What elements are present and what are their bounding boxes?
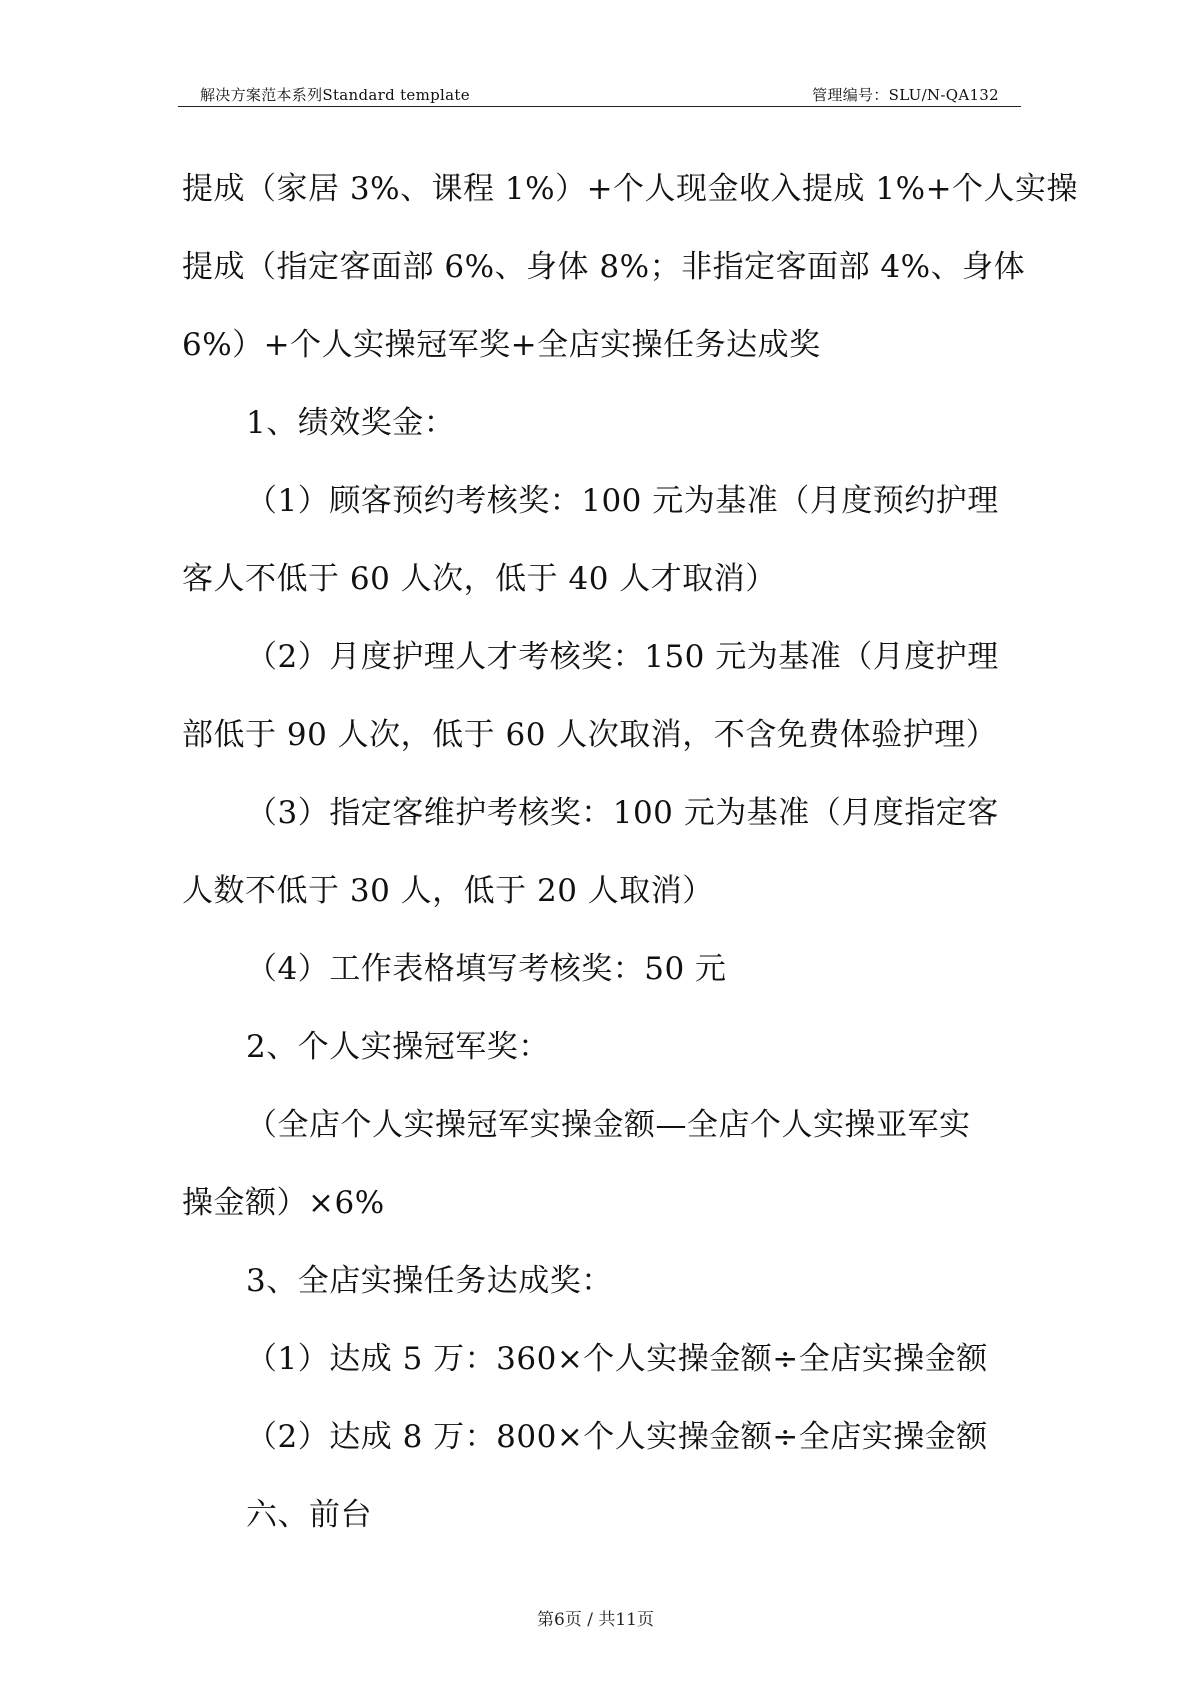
section-heading: 六、前台 bbox=[246, 1497, 372, 1533]
header-document-number: 管理编号：SLU/N-QA132 bbox=[812, 86, 999, 104]
body-paragraph: 6%）+个人实操冠军奖+全店实操任务达成奖 bbox=[182, 327, 821, 363]
list-item: （1）顾客预约考核奖：100 元为基准（月度预约护理 bbox=[246, 483, 999, 519]
page-number: 第6页 / 共11页 bbox=[537, 1610, 654, 1630]
section-heading: 2、个人实操冠军奖： bbox=[246, 1029, 550, 1065]
body-paragraph: 客人不低于 60 人次，低于 40 人才取消） bbox=[182, 561, 777, 597]
list-item: （2）月度护理人才考核奖：150 元为基准（月度护理 bbox=[246, 639, 999, 675]
section-heading: 3、全店实操任务达成奖： bbox=[246, 1263, 613, 1299]
list-item: （全店个人实操冠军实操金额—全店个人实操亚军实 bbox=[246, 1107, 971, 1143]
list-item: （2）达成 8 万：800×个人实操金额÷全店实操金额 bbox=[246, 1419, 988, 1455]
list-item: （4）工作表格填写考核奖：50 元 bbox=[246, 951, 727, 987]
section-heading: 1、绩效奖金： bbox=[246, 405, 456, 441]
list-item: （3）指定客维护考核奖：100 元为基准（月度指定客 bbox=[246, 795, 999, 831]
header-series-title: 解决方案范本系列Standard template bbox=[200, 86, 470, 104]
body-paragraph: 部低于 90 人次，低于 60 人次取消，不含免费体验护理） bbox=[182, 717, 998, 753]
body-paragraph: 人数不低于 30 人，低于 20 人取消） bbox=[182, 873, 714, 909]
body-paragraph: 操金额）×6% bbox=[182, 1185, 385, 1221]
list-item: （1）达成 5 万：360×个人实操金额÷全店实操金额 bbox=[246, 1341, 988, 1377]
body-paragraph: 提成（指定客面部 6%、身体 8%；非指定客面部 4%、身体 bbox=[182, 249, 1026, 285]
page-header bbox=[178, 80, 1021, 107]
body-paragraph: 提成（家居 3%、课程 1%）+个人现金收入提成 1%+个人实操 bbox=[182, 171, 1079, 207]
document-body bbox=[182, 150, 1079, 1554]
